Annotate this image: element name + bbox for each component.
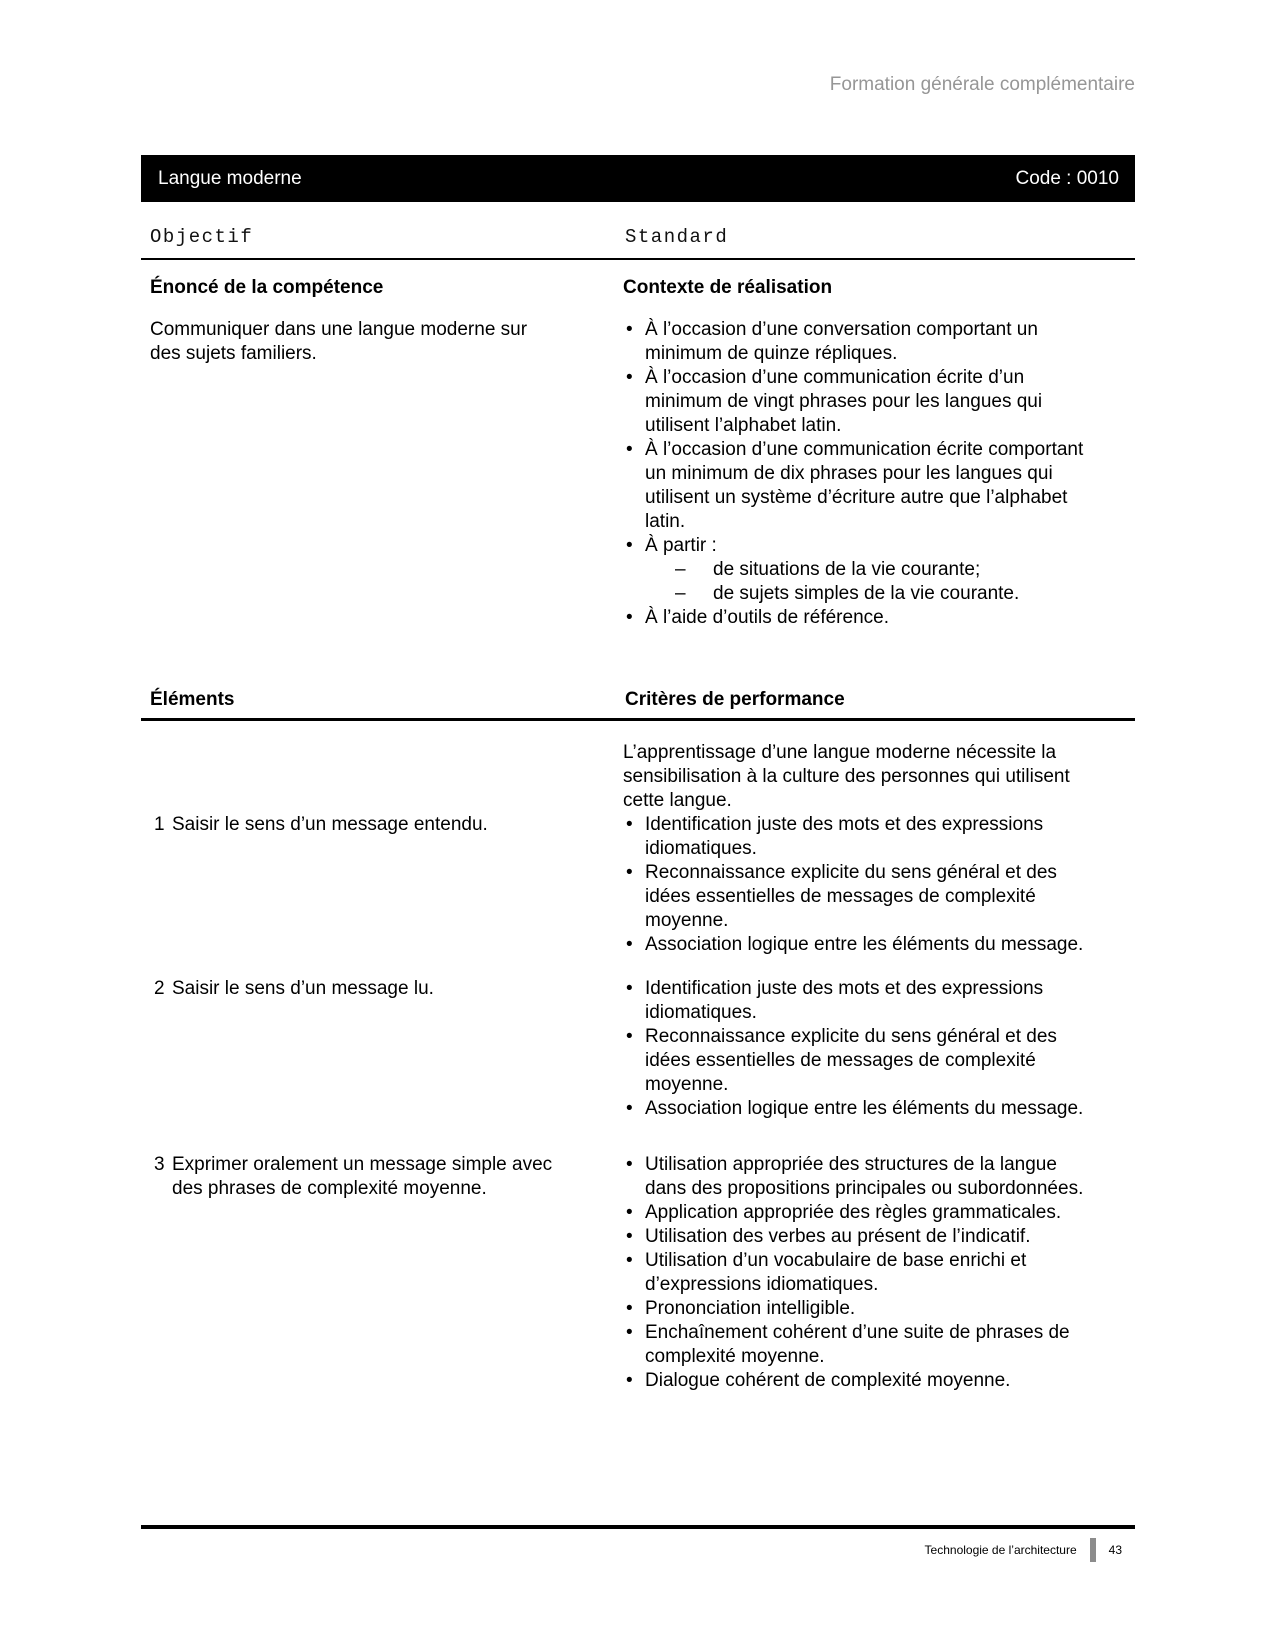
criteria-item: • Identification juste des mots et des expressions idiomatiques. [623,813,1101,861]
criteria-item: • Application appropriée des règles grammaticales. [623,1201,1101,1225]
competency-statement: Communiquer dans une langue moderne sur des sujets familiers. [150,319,528,364]
criteria-list [623,813,1101,957]
column-header-objectif: Objectif [150,226,254,248]
criteria-intro-row [141,721,1135,813]
context-item: • À partir : – de situations de la vie courante; – de sujets simples de la vie courante. [623,534,1101,606]
criteria-item: • Prononciation intelligible. [623,1297,1101,1321]
footer-line [141,1538,1135,1562]
page-content [141,0,1135,1393]
element-1 [141,813,623,837]
criteria-item: • Utilisation des verbes au présent de l’indicatif. [623,1225,1101,1249]
criteria-list [623,1153,1101,1393]
criteria-item: • Association logique entre les éléments du message. [623,1097,1101,1121]
criteria-column-1 [623,813,1101,957]
criteria-item: • Identification juste des mots et des expressions idiomatiques. [623,977,1101,1025]
context-subitem: – de sujets simples de la vie courante. [675,582,1101,606]
context-column [623,276,1101,630]
criteria-item: • Utilisation appropriée des structures de la langue dans des propositions principales ou subordonnées. [623,1153,1101,1201]
element-row-2 [141,977,1135,1121]
element-label: Exprimer oralement un message simple avec des phrases de complexité moyenne. [172,1154,553,1199]
course-title: Langue moderne [158,167,302,189]
footer-rule [141,1525,1135,1529]
criteria-heading: Critères de performance [625,689,845,710]
criteria-item: • Reconnaissance explicite du sens général et des idées essentielles de messages de complexité moyenne. [623,861,1101,933]
element-row-1 [141,813,1135,957]
criteria-item: • Reconnaissance explicite du sens général et des idées essentielles de messages de complexité moyenne. [623,1025,1101,1097]
element-label: Saisir le sens d’un message lu. [172,978,434,999]
criteria-intro: L’apprentissage d’une langue moderne nécessite la sensibilisation à la culture des personnes qui utilisent cette langue. [623,742,1070,811]
context-list [623,318,1101,630]
criteria-item: • Dialogue cohérent de complexité moyenne. [623,1369,1101,1393]
context-item: • À l’aide d’outils de référence. [623,606,1101,630]
element-number: 3 [154,1154,165,1175]
footer-page-number: 43 [1108,1543,1122,1557]
element-3 [141,1153,623,1201]
element-number: 1 [154,814,165,835]
criteria-item: • Association logique entre les éléments du message. [623,933,1101,957]
title-bar [141,155,1135,202]
page-footer [141,1525,1135,1562]
element-number: 2 [154,978,165,999]
element-2 [141,977,623,1001]
column-header-standard: Standard [625,226,729,248]
objective-standard-section [141,260,1135,630]
running-head: Formation générale complémentaire [829,74,1135,95]
competency-heading: Énoncé de la compétence [150,277,384,298]
context-subitem: – de situations de la vie courante; [675,558,1101,582]
context-item: • À l’occasion d’une conversation comportant un minimum de quinze répliques. [623,318,1101,366]
criteria-list [623,977,1101,1121]
column-headers [141,224,1135,250]
elements-criteria-headers [141,688,1135,718]
criteria-column-2 [623,977,1101,1121]
elements-heading: Éléments [150,689,235,710]
context-heading: Contexte de réalisation [623,277,833,298]
criteria-item: • Utilisation d’un vocabulaire de base enrichi et d’expressions idiomatiques. [623,1249,1101,1297]
context-sublist [675,558,1101,606]
element-row-3 [141,1153,1135,1393]
element-label: Saisir le sens d’un message entendu. [172,814,488,835]
criteria-item: • Enchaînement cohérent d’une suite de phrases de complexité moyenne. [623,1321,1101,1369]
criteria-column-3 [623,1153,1101,1393]
footer-divider [1090,1538,1096,1562]
course-code: Code : 0010 [1015,167,1119,189]
competency-column [141,276,623,366]
footer-program: Technologie de l’architecture [924,1543,1077,1557]
context-item: • À l’occasion d’une communication écrite d’un minimum de vingt phrases pour les langues qui utilisent l’alphabet latin. [623,366,1101,438]
context-item: • À l’occasion d’une communication écrite comportant un minimum de dix phrases pour les langues qui utilisent un système d’écriture autre que l’alphabet latin. [623,438,1101,534]
